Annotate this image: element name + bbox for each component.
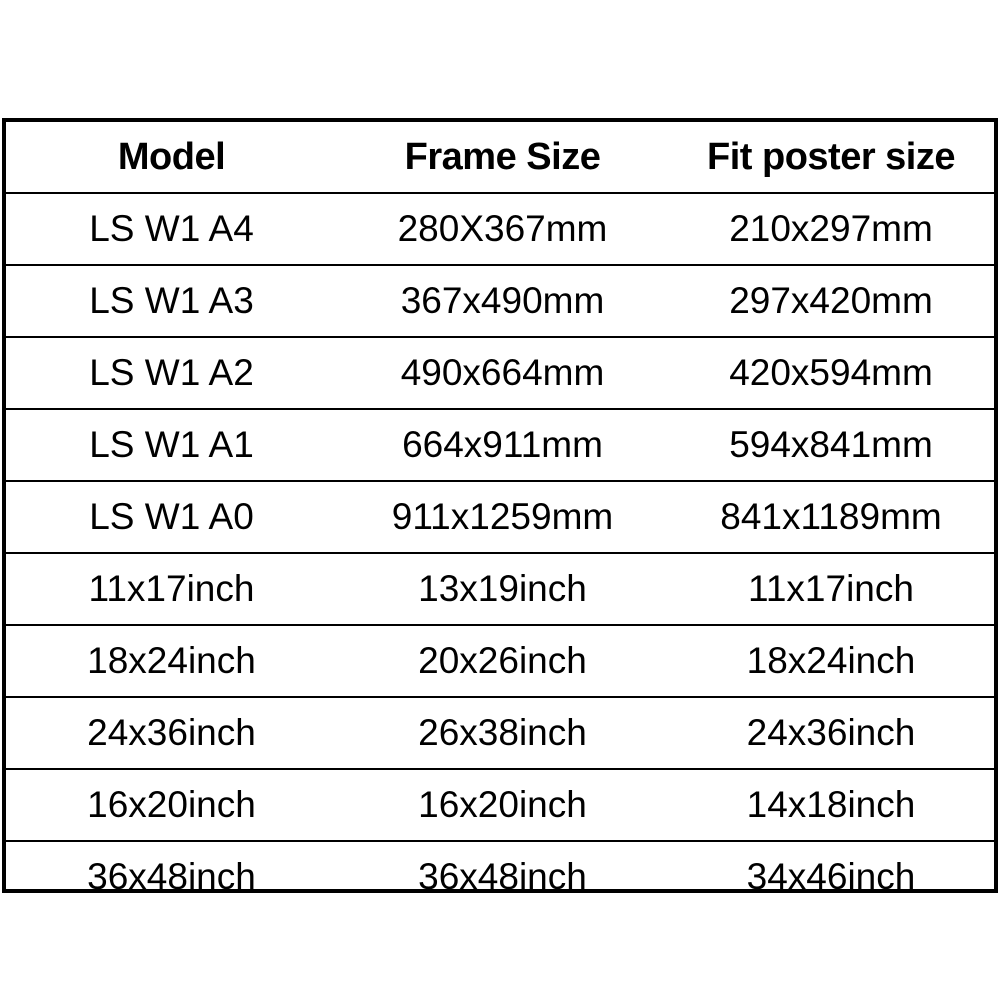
header-row	[6, 122, 994, 193]
header-frame-size: Frame Size	[404, 135, 601, 178]
cell-fit-poster-size: 210x297mm	[668, 193, 994, 265]
cell-fit-poster-size: 24x36inch	[668, 697, 994, 769]
cell-model: 18x24inch	[6, 625, 337, 697]
table-row	[6, 265, 994, 337]
cell-model: 11x17inch	[6, 553, 337, 625]
table-row	[6, 697, 994, 769]
table-row	[6, 481, 994, 553]
cell-frame-size: 16x20inch	[337, 769, 668, 841]
cell-frame-size: 20x26inch	[337, 625, 668, 697]
cell-model: 16x20inch	[6, 769, 337, 841]
cell-frame-size: 280X367mm	[337, 193, 668, 265]
table-row	[6, 193, 994, 265]
cell-frame-size: 367x490mm	[337, 265, 668, 337]
table-row	[6, 625, 994, 697]
table-row	[6, 553, 994, 625]
cell-model: LS W1 A2	[6, 337, 337, 409]
table-header	[6, 122, 994, 193]
cell-model: 24x36inch	[6, 697, 337, 769]
cell-fit-poster-size: 297x420mm	[668, 265, 994, 337]
cell-frame-size: 36x48inch	[337, 841, 668, 893]
cell-frame-size: 26x38inch	[337, 697, 668, 769]
header-fit-poster-size: Fit poster size	[707, 135, 955, 178]
cell-frame-size: 490x664mm	[337, 337, 668, 409]
cell-fit-poster-size: 18x24inch	[668, 625, 994, 697]
cell-frame-size: 911x1259mm	[337, 481, 668, 553]
cell-fit-poster-size: 841x1189mm	[668, 481, 994, 553]
cell-fit-poster-size: 11x17inch	[668, 553, 994, 625]
cell-frame-size: 664x911mm	[337, 409, 668, 481]
cell-model: LS W1 A3	[6, 265, 337, 337]
cell-fit-poster-size: 594x841mm	[668, 409, 994, 481]
size-table-frame	[2, 118, 998, 893]
header-model: Model	[117, 135, 226, 178]
cell-model: LS W1 A1	[6, 409, 337, 481]
cell-model: LS W1 A0	[6, 481, 337, 553]
cell-frame-size: 13x19inch	[337, 553, 668, 625]
cell-model: 36x48inch	[6, 841, 337, 893]
table-row	[6, 769, 994, 841]
table-body	[6, 193, 994, 893]
table-row	[6, 841, 994, 893]
table-row	[6, 337, 994, 409]
table-row	[6, 409, 994, 481]
cell-fit-poster-size: 420x594mm	[668, 337, 994, 409]
size-table	[6, 122, 994, 893]
cell-fit-poster-size: 14x18inch	[668, 769, 994, 841]
cell-model: LS W1 A4	[6, 193, 337, 265]
cell-fit-poster-size: 34x46inch	[668, 841, 994, 893]
